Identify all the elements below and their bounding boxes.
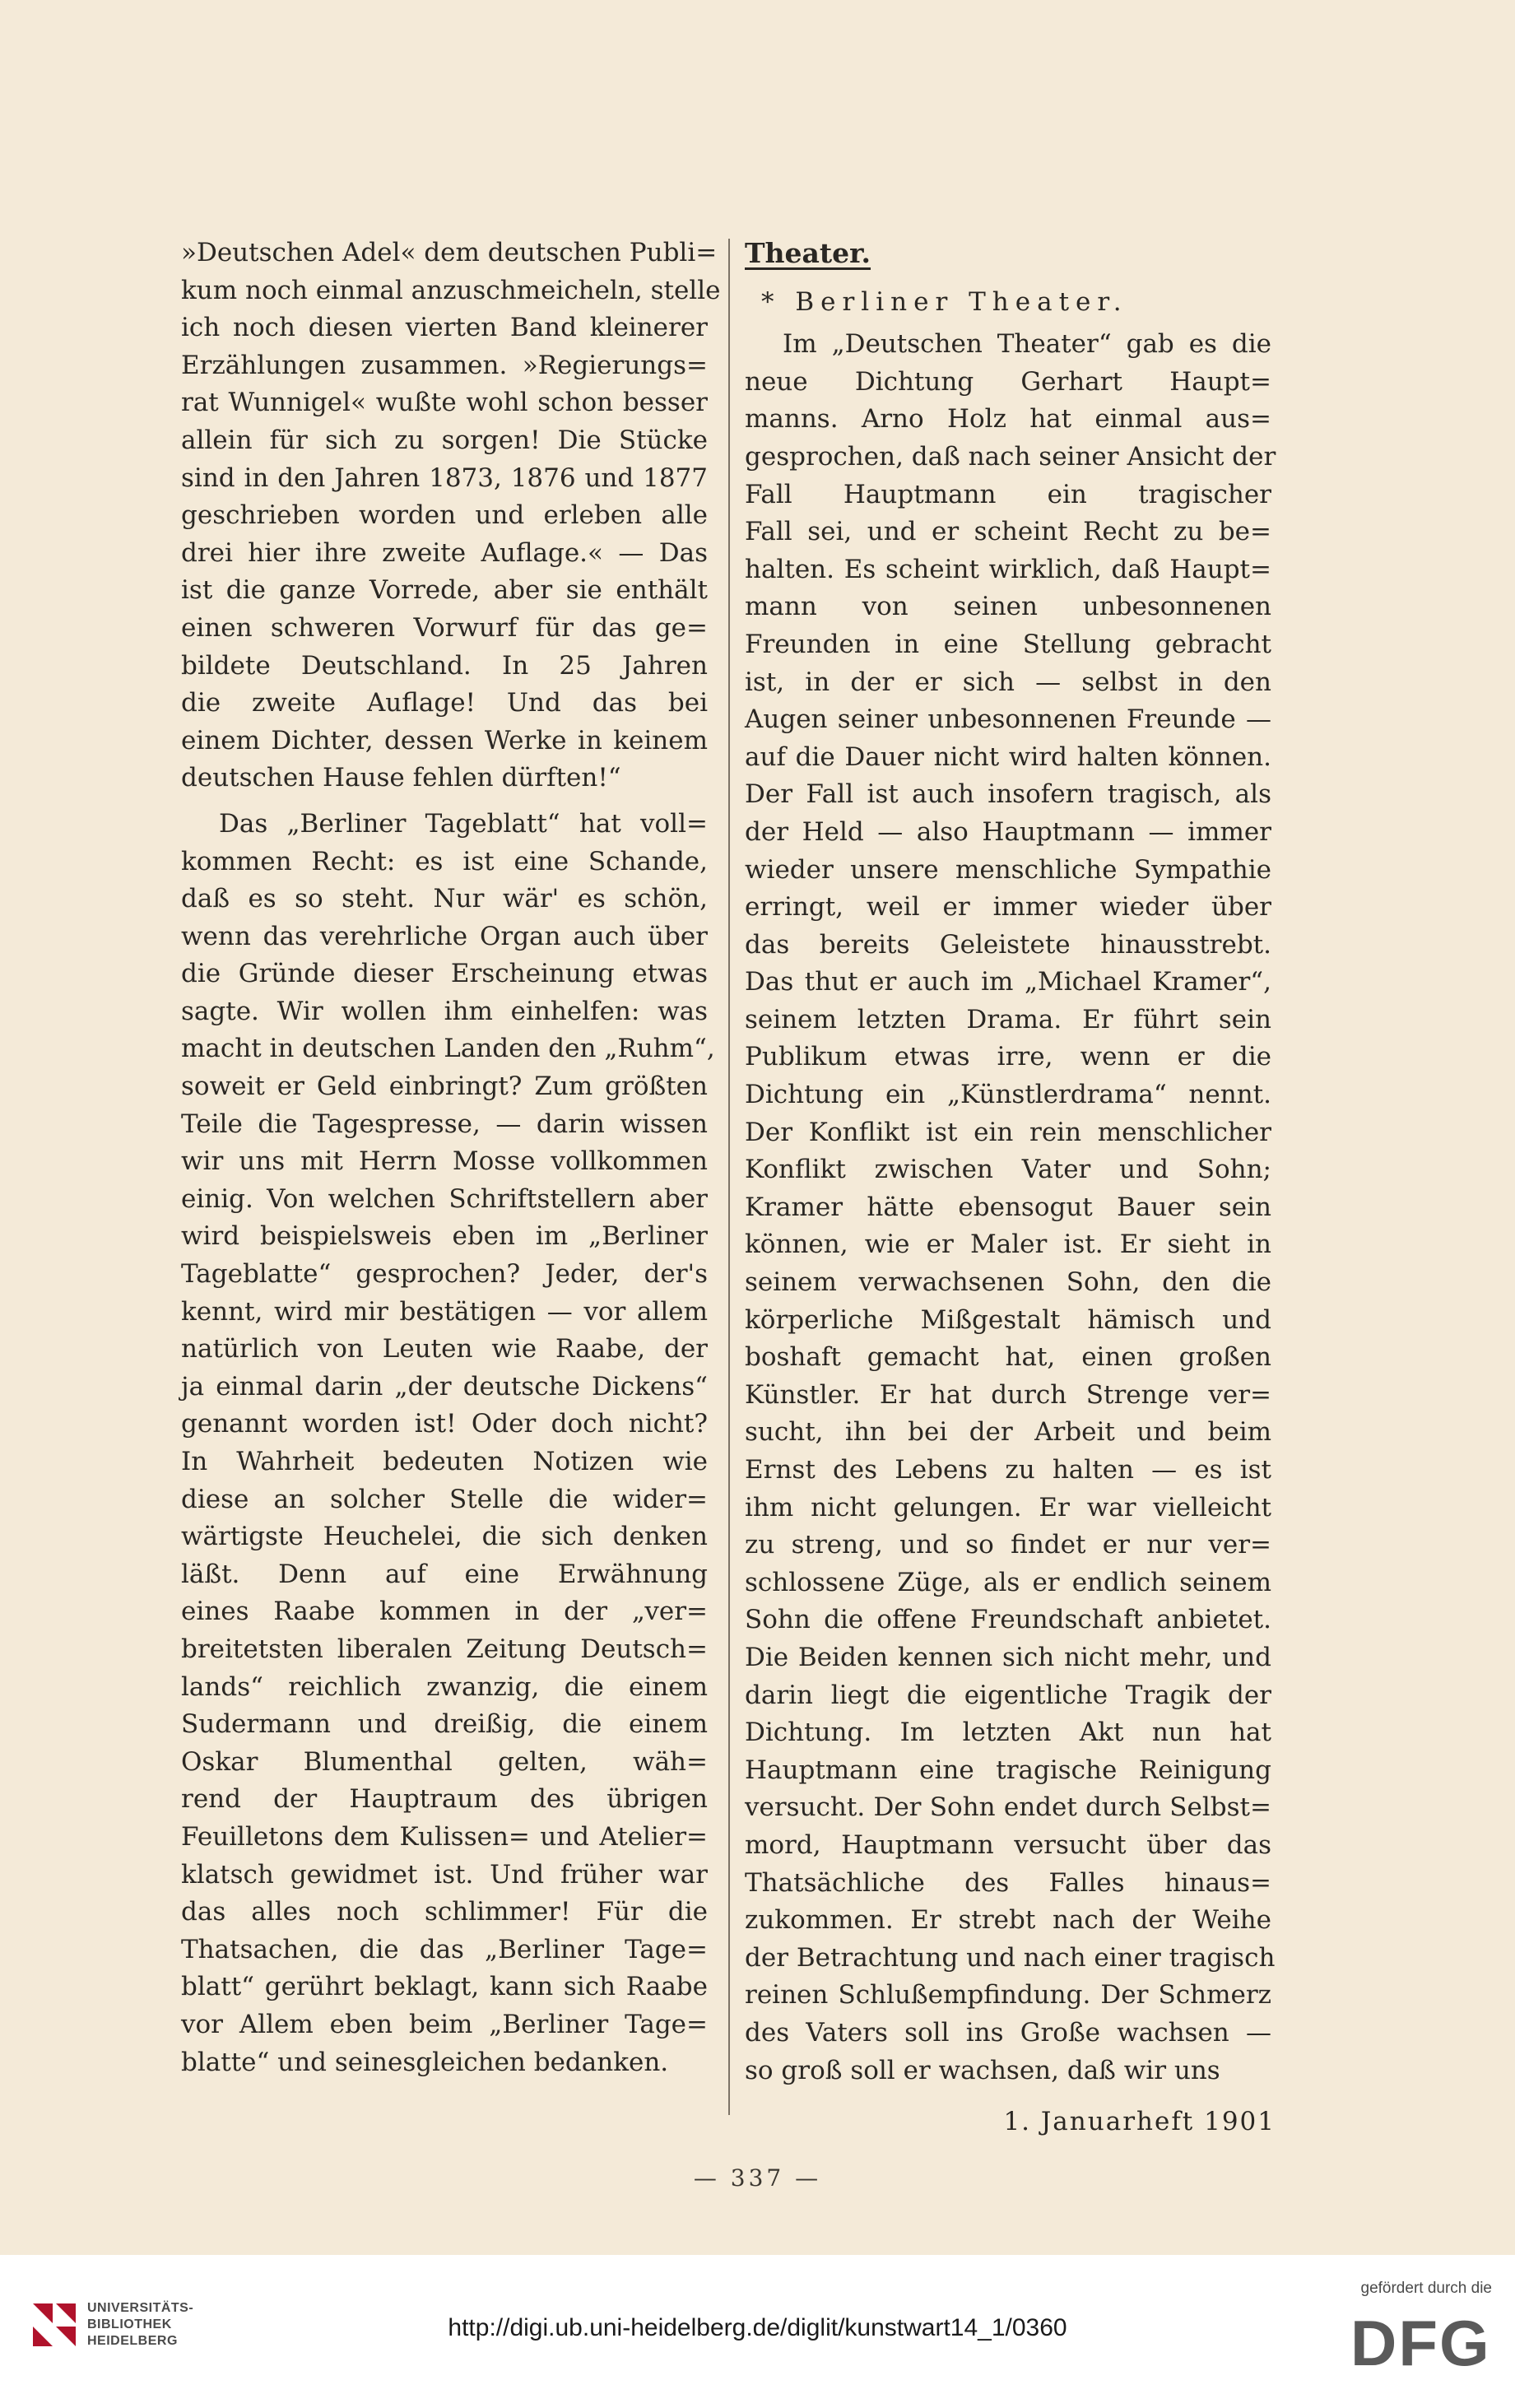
text-line: Hauptmann eine tragische Reinigung — [745, 1755, 1271, 1785]
text-line: Der Fall ist auch insofern tragisch, als — [745, 779, 1271, 810]
text-line: macht in deutschen Landen den „Ruhm“, — [181, 1034, 715, 1064]
text-line: Der Konflikt ist ein rein menschlicher — [745, 1117, 1271, 1147]
text-line: diese an solcher Stelle die wider= — [181, 1484, 708, 1514]
column-divider — [728, 239, 730, 2115]
text-line: kennt, wird mir bestätigen — vor allem — [181, 1296, 708, 1327]
text-line: Thatsächliche des Falles hinaus= — [745, 1867, 1271, 1898]
text-line: geschrieben worden und erleben alle — [181, 500, 708, 531]
text-line: das bereits Geleistete hinausstrebt. — [745, 929, 1271, 960]
text-line: Feuilletons dem Kulissen= und Atelier= — [181, 1821, 708, 1852]
university-name-line: UNIVERSITÄTS- — [87, 2301, 194, 2315]
text-line: wärtigste Heuchelei, die sich denken — [181, 1522, 708, 1552]
text-line: »Deutschen Adel« dem deutschen Publi= — [181, 238, 718, 267]
text-line: reinen Schlußempfindung. Der Schmerz — [745, 1980, 1271, 2011]
right-text-column — [745, 235, 1276, 2090]
text-line: wir uns mit Herrn Mosse vollkommen — [181, 1146, 708, 1177]
left-text-column — [181, 235, 721, 2081]
text-line: körperliche Mißgestalt hämisch und — [745, 1304, 1271, 1335]
text-line: die zweite Auflage! Und das bei — [181, 688, 708, 718]
text-line: seinem verwachsenen Sohn, den die — [745, 1267, 1271, 1298]
text-line: Publikum etwas irre, wenn er die — [745, 1042, 1271, 1072]
section-heading: Theater. — [745, 237, 871, 269]
text-line: der Held — also Hauptmann — immer — [745, 816, 1271, 847]
text-line: schlossene Züge, als er endlich seinem — [745, 1567, 1271, 1597]
text-line: seinem letzten Drama. Er führt sein — [745, 1004, 1271, 1034]
text-line: Im „Deutschen Theater“ gab es die — [783, 329, 1271, 360]
text-line: wird beispielsweis eben im „Berliner — [181, 1221, 708, 1252]
text-line: Sudermann und dreißig, die einem — [181, 1709, 708, 1740]
text-line: darin liegt die eigentliche Tragik der — [745, 1680, 1271, 1710]
text-line: versucht. Der Sohn endet durch Selbst= — [745, 1792, 1271, 1823]
text-line: Tageblatte“ gesprochen? Jeder, der's — [181, 1259, 708, 1290]
text-line: einig. Von welchen Schriftstellern aber — [181, 1183, 708, 1214]
text-line: Freunden in eine Stellung gebracht — [745, 629, 1271, 659]
text-line: gesprochen, daß nach seiner Ansicht der — [745, 441, 1276, 472]
text-line: Augen seiner unbesonnenen Freunde — — [745, 704, 1271, 735]
text-line: kommen Recht: es ist eine Schande, — [181, 846, 708, 876]
text-line: Ernst des Lebens zu halten — es ist — [745, 1455, 1271, 1485]
text-line: genannt worden ist! Oder doch nicht? — [181, 1409, 708, 1439]
text-line: Dichtung. Im letzten Akt nun hat — [745, 1718, 1271, 1748]
text-line: Das „Berliner Tageblatt“ hat voll= — [219, 808, 708, 839]
text-line: ich noch diesen vierten Band kleinerer — [181, 313, 708, 343]
text-line: ihm nicht gelungen. Er war vielleicht — [745, 1492, 1271, 1522]
text-line: der Betrachtung und nach einer tragisch — [745, 1942, 1276, 1973]
text-line: allein für sich zu sorgen! Die Stücke — [181, 425, 708, 455]
text-line: zu streng, und so findet er nur ver= — [745, 1530, 1271, 1560]
text-line: rat Wunnigel« wußte wohl schon besser — [181, 388, 708, 418]
text-line: Fall sei, und er scheint Recht zu be= — [745, 517, 1271, 547]
university-name-line: BIBLIOTHEK — [87, 2317, 172, 2331]
text-line: Das thut er auch im „Michael Kramer“, — [745, 967, 1271, 997]
text-line: wieder unsere menschliche Sympathie — [745, 854, 1271, 885]
text-line: Thatsachen, die das „Berliner Tage= — [181, 1934, 708, 1964]
text-line: erringt, weil er immer wieder über — [745, 892, 1271, 923]
text-line: Erzählungen zusammen. »Regierungs= — [181, 350, 708, 380]
text-line: wenn das verehrliche Organ auch über — [181, 921, 708, 951]
text-line: blatte“ und seinesgleichen bedanken. — [181, 2047, 669, 2077]
text-line: klatsch gewidmet ist. Und früher war — [181, 1859, 708, 1890]
text-line: läßt. Denn auf eine Erwähnung — [181, 1559, 708, 1589]
text-line: Die Beiden kennen sich nicht mehr, und — [745, 1642, 1271, 1672]
text-line: halten. Es scheint wirklich, daß Haupt= — [745, 554, 1271, 584]
funder-caption: gefördert durch die — [1360, 2280, 1492, 2297]
dfg-logo-icon — [1350, 2306, 1492, 2380]
text-line: sagte. Wir wollen ihm einhelfen: was — [181, 996, 708, 1026]
text-line: lands“ reichlich zwanzig, die einem — [181, 1671, 708, 1702]
footer-bar — [0, 2255, 1515, 2408]
text-line: Künstler. Er hat durch Strenge ver= — [745, 1379, 1271, 1410]
article-subheading: * Berliner Theater. — [761, 286, 1128, 317]
text-line: drei hier ihre zweite Auflage.« — Das — [181, 537, 708, 568]
text-line: Teile die Tagespresse, — darin wissen — [181, 1109, 708, 1139]
text-line: des Vaters soll ins Große wachsen — — [745, 2017, 1271, 2048]
text-line: breitetsten liberalen Zeitung Deutsch= — [181, 1634, 708, 1664]
text-line: auf die Dauer nicht wird halten können. — [745, 741, 1271, 772]
text-line: sind in den Jahren 1873, 1876 und 1877 — [181, 463, 708, 493]
text-line: Sohn die offene Freundschaft anbietet. — [745, 1605, 1271, 1635]
university-name-line: HEIDELBERG — [87, 2334, 178, 2348]
text-line: Fall Hauptmann ein tragischer — [745, 479, 1271, 509]
text-line: ja einmal darin „der deutsche Dickens“ — [181, 1371, 708, 1402]
text-line: ist die ganze Vorrede, aber sie enthält — [181, 575, 708, 606]
source-url-link[interactable]: http://digi.ub.uni-heidelberg.de/diglit/kunstwart14_1/0360 — [448, 2314, 1067, 2341]
text-line: einen schweren Vorwurf für das ge= — [181, 612, 708, 643]
text-line: daß es so steht. Nur wär' es schön, — [181, 884, 708, 914]
text-line: blatt“ gerührt beklagt, kann sich Raabe — [181, 1972, 708, 2002]
text-line: kum noch einmal anzuschmeicheln, stelle — [181, 275, 721, 305]
text-line: In Wahrheit bedeuten Notizen wie — [181, 1447, 708, 1476]
issue-line: 1. Januarheft 1901 — [1003, 2107, 1276, 2136]
text-line: zukommen. Er strebt nach der Weihe — [745, 1905, 1271, 1936]
text-line: vor Allem eben beim „Berliner Tage= — [181, 2009, 708, 2039]
text-line: boshaft gemacht hat, einen großen — [745, 1342, 1271, 1373]
right-column-lines — [745, 326, 1276, 2090]
text-line: die Gründe dieser Erscheinung etwas — [181, 959, 708, 989]
svg-text:DFG: DFG — [1350, 2307, 1491, 2379]
text-line: bildete Deutschland. In 25 Jahren — [181, 650, 708, 681]
text-line: ist, in der er sich — selbst in den — [745, 667, 1271, 697]
text-line: so groß soll er wachsen, daß wir uns — [745, 2055, 1220, 2085]
text-line: neue Dichtung Gerhart Haupt= — [745, 366, 1271, 397]
text-line: soweit er Geld einbringt? Zum größten — [181, 1072, 708, 1102]
text-line: deutschen Hause fehlen dürften!“ — [181, 763, 621, 793]
text-line: Konflikt zwischen Vater und Sohn; — [745, 1155, 1271, 1185]
text-line: einem Dichter, dessen Werke in keinem — [181, 725, 708, 755]
text-line: Dichtung ein „Künstlerdrama“ nennt. — [745, 1080, 1271, 1110]
text-line: mord, Hauptmann versucht über das — [745, 1829, 1271, 1860]
text-line: sucht, ihn bei der Arbeit und beim — [745, 1417, 1271, 1448]
text-line: mann von seinen unbesonnenen — [745, 592, 1271, 622]
text-line: das alles noch schlimmer! Für die — [181, 1897, 708, 1927]
text-line: Oskar Blumenthal gelten, wäh= — [181, 1746, 708, 1777]
text-line: eines Raabe kommen in der „ver= — [181, 1597, 708, 1627]
text-line: können, wie er Maler ist. Er sieht in — [745, 1230, 1271, 1260]
text-line: Kramer hätte ebensogut Bauer sein — [745, 1192, 1271, 1222]
text-line: manns. Arno Holz hat einmal aus= — [745, 404, 1271, 435]
text-line: natürlich von Leuten wie Raabe, der — [181, 1334, 708, 1364]
text-line: rend der Hauptraum des übrigen — [181, 1784, 708, 1815]
page-number: — 337 — — [693, 2164, 822, 2192]
